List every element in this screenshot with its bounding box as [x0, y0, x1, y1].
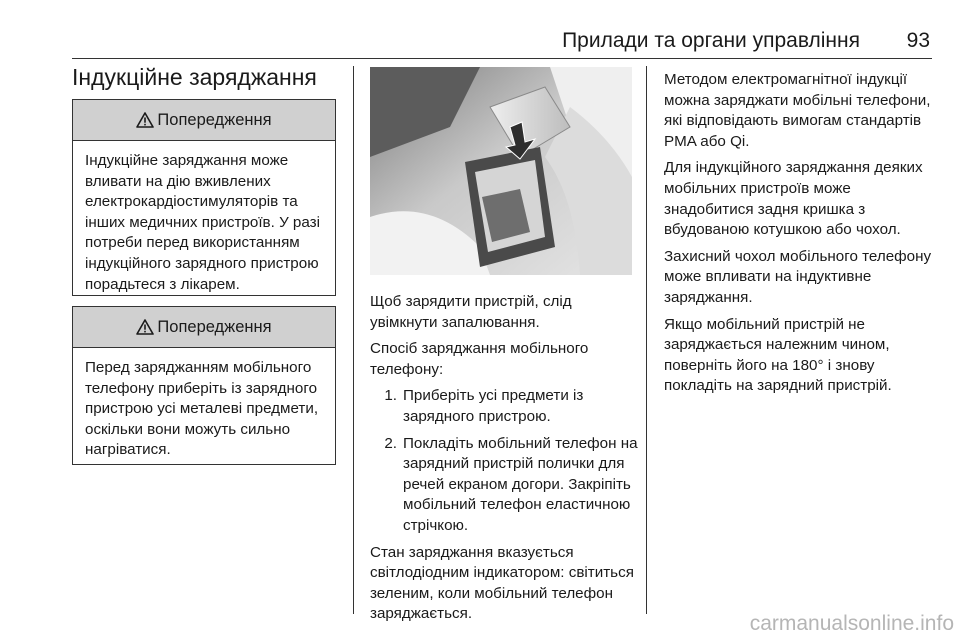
method-intro-paragraph: Спосіб заряджання мобільного телефону:	[370, 340, 589, 378]
warning-heading: Попередження	[157, 317, 272, 336]
paragraph: Для індукційного заряджання деяких мобільних пристроїв може знадобитися задня кришка з вбудованою котушкою або чохол.	[664, 159, 923, 239]
section-title: Індукційне заряджання	[72, 64, 317, 90]
steps-list	[370, 386, 638, 536]
column-divider-left	[353, 66, 354, 614]
warning-triangle-icon	[136, 319, 154, 335]
warning-triangle-icon	[136, 112, 154, 128]
intro-paragraph: Щоб зарядити пристрій, слід увімкнути запалювання.	[370, 293, 572, 331]
warning-text: Перед заряджанням мобільного телефону приберіть із зарядного пристрою усі металеві предмети, оскільки вони можуть сильно нагріватися.	[85, 359, 319, 459]
list-item	[370, 434, 638, 537]
step-number: 1.	[384, 387, 397, 405]
warning-header	[73, 307, 335, 348]
running-header-title: Прилади та органи управління	[562, 29, 860, 52]
paragraph: Якщо мобільний пристрій не заряджається належним чином, поверніть його на 180° і знову покладіть на зарядний пристрій.	[664, 315, 892, 395]
step-text: Покладіть мобільний телефон на зарядний пристрій полички для речей екраном догори. Закріпіть мобільний телефон еластичною стрічкою.	[403, 434, 638, 534]
charging-tray-photo	[370, 67, 632, 275]
warning-header	[73, 100, 335, 141]
column-divider-right	[646, 66, 647, 614]
status-paragraph: Стан заряджання вказується світлодіодним індикатором: світиться зеленим, коли мобільний телефон заряджається.	[370, 543, 634, 623]
warning-box-2	[72, 306, 336, 465]
warning-box-1	[72, 99, 336, 296]
step-text: Приберіть усі предмети із зарядного пристрою.	[403, 387, 584, 425]
header-rule	[72, 58, 932, 59]
list-item	[370, 386, 638, 427]
right-column	[664, 70, 940, 403]
warning-text: Індукційне заряджання може вливати на дію вживлених електрокардіостимуляторів та інших медичних пристроїв. У разі потреби перед використанням індукційного зарядного пристрою порадьтеся з лікарем.	[85, 152, 320, 293]
paragraph: Методом електромагнітної індукції можна заряджати мобільні телефони, які відповідають вимогам стандартів PMA або Qi.	[664, 71, 931, 150]
warning-heading: Попередження	[157, 110, 272, 129]
watermark: carmanualsonline.info	[749, 612, 954, 635]
paragraph: Захисний чохол мобільного телефону може впливати на індуктивне заряджання.	[664, 247, 932, 306]
page-number: 93	[906, 29, 930, 52]
middle-column	[370, 292, 638, 631]
step-number: 2.	[384, 434, 397, 452]
